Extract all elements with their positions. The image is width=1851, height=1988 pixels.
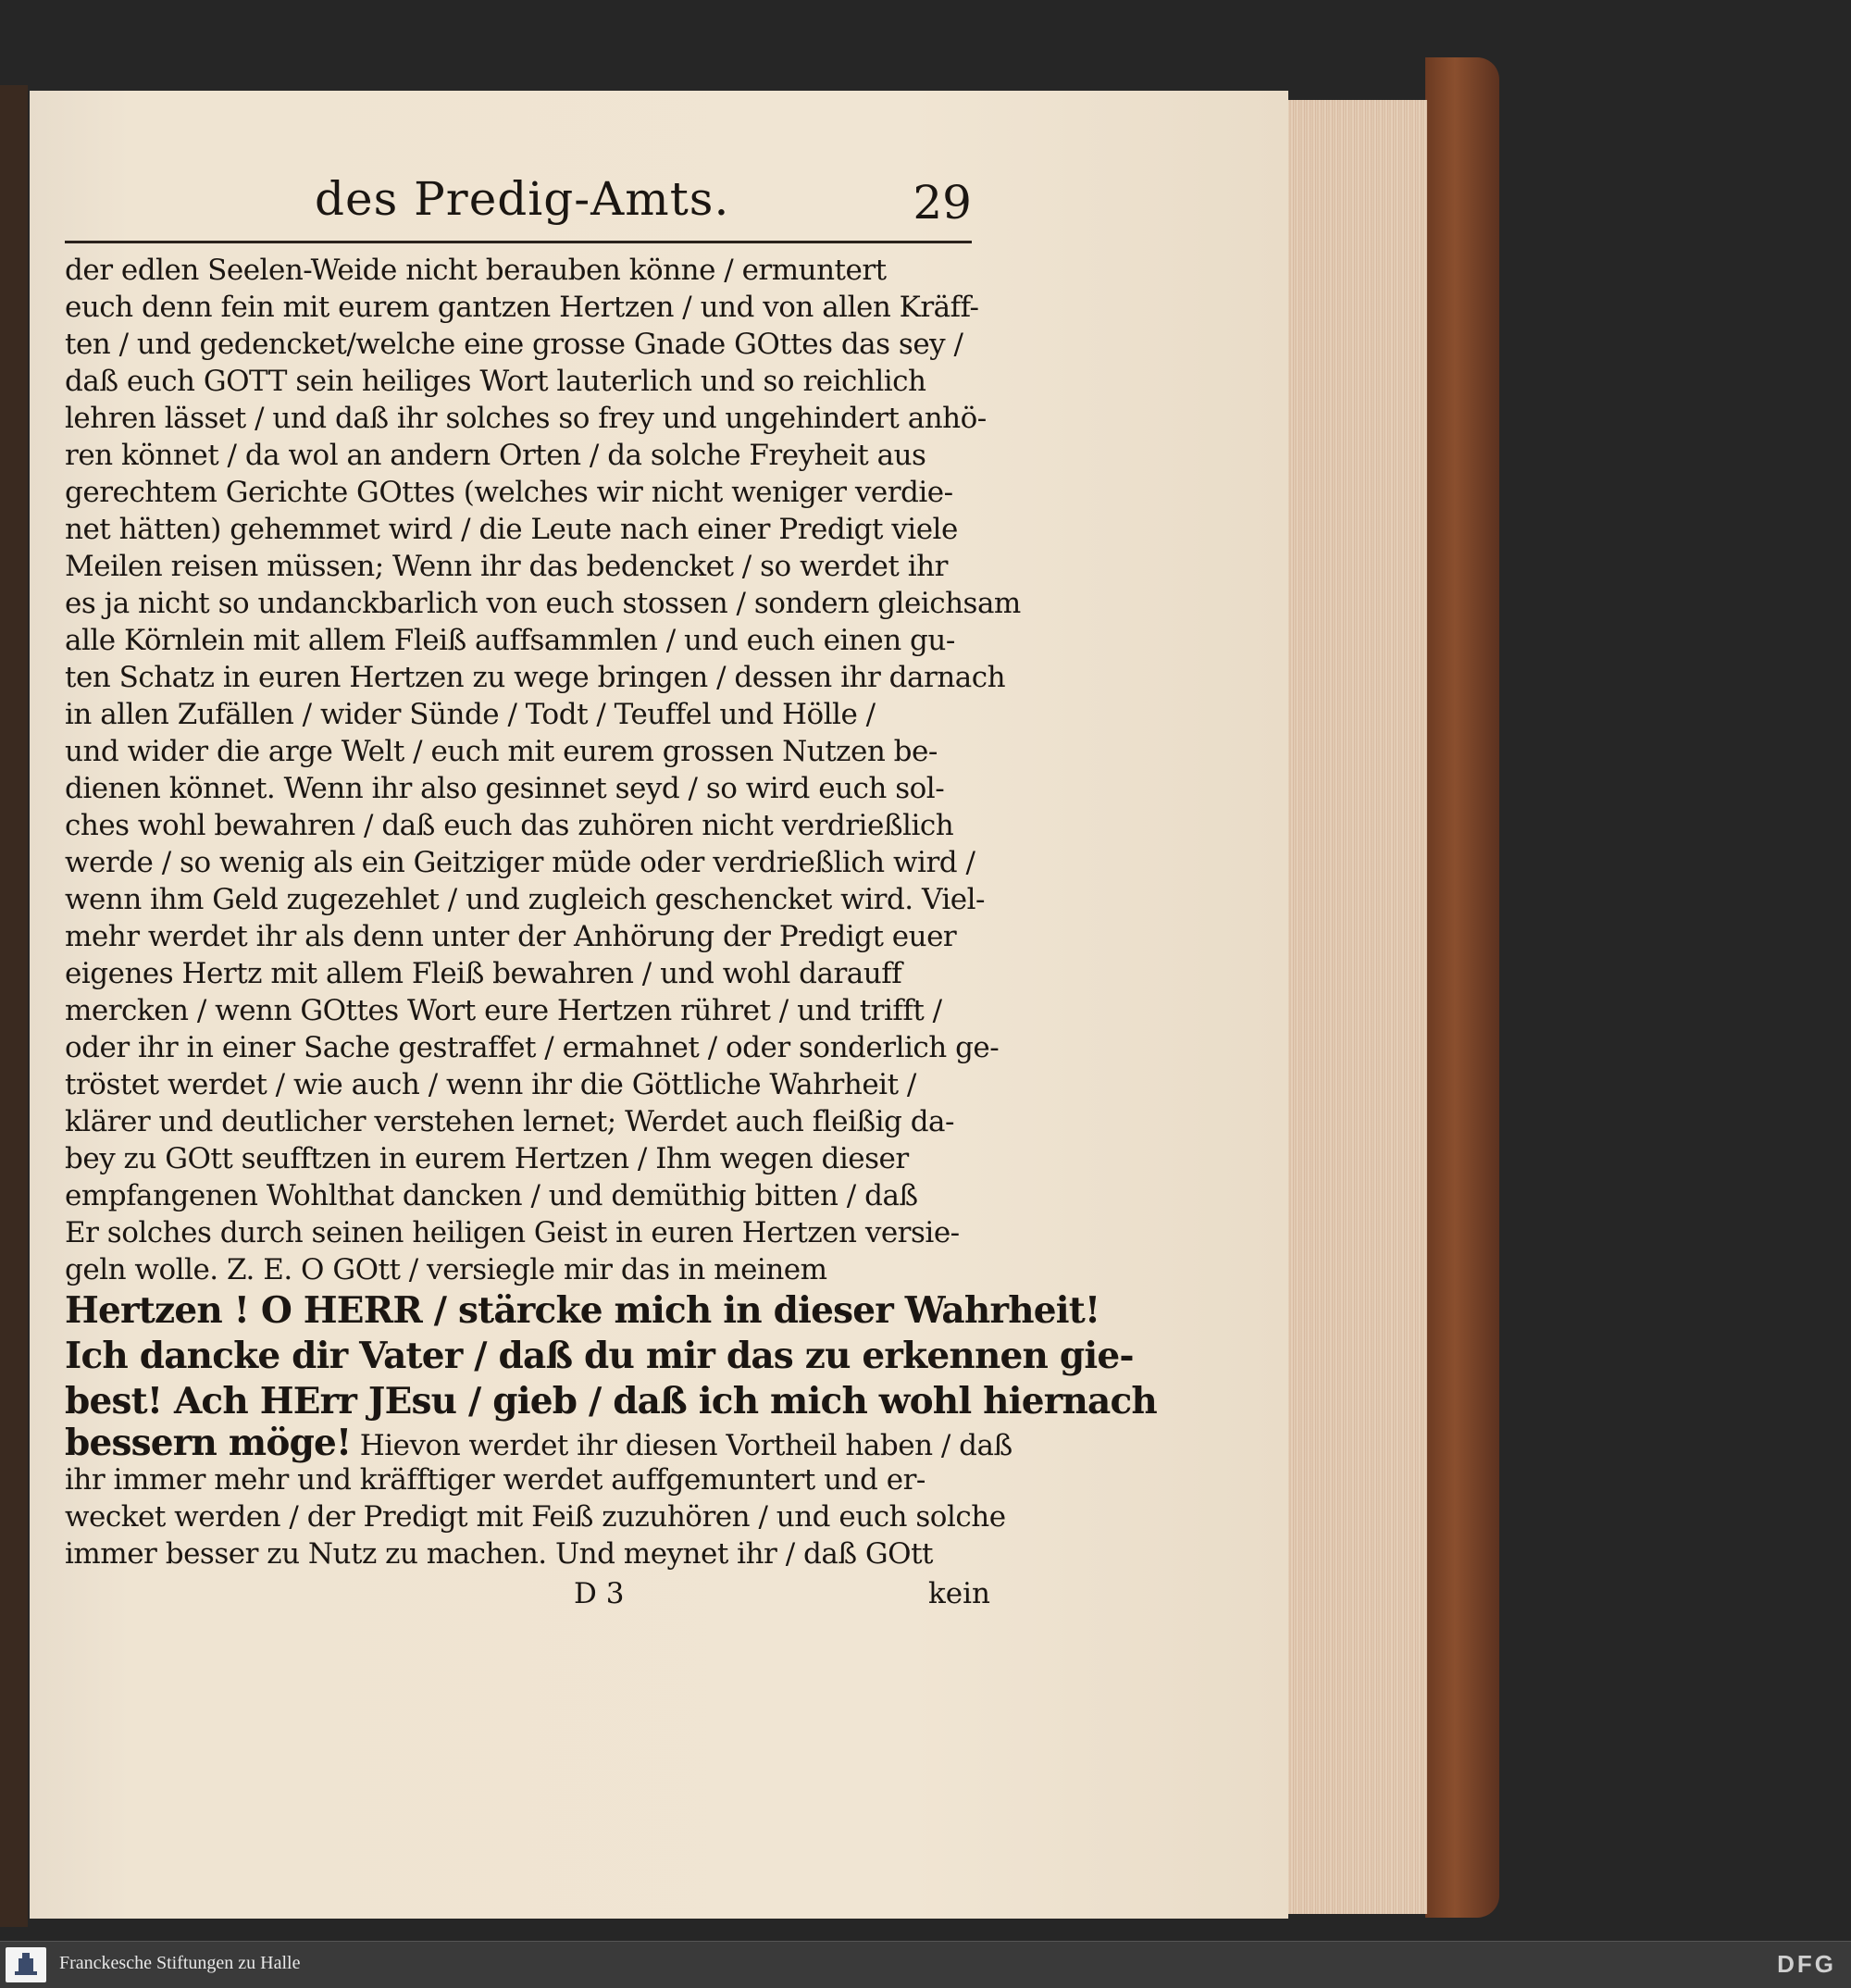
text-line: tröstet werdet / wie auch / wenn ihr die Göttliche Wahrheit / — [65, 1068, 916, 1101]
page-footer — [65, 1573, 990, 1616]
text-line: der edlen Seelen-Weide nicht berauben könne / ermuntert — [65, 254, 887, 287]
book-cover-right — [1425, 57, 1499, 1918]
emphasis-line: best! Ach HErr JEsu / gieb / daß ich mich wohl hiernach — [65, 1380, 1157, 1423]
text-line: es ja nicht so undanckbarlich von euch stossen / sondern gleichsam — [65, 587, 1021, 620]
text-line: klärer und deutlicher verstehen lernet; Werdet auch fleißig da- — [65, 1105, 954, 1138]
text-line: eigenes Hertz mit allem Fleiß bewahren / und wohl darauff — [65, 957, 902, 990]
catchword: kein — [927, 1577, 990, 1610]
text-line: empfangenen Wohlthat dancken / und demüthig bitten / daß — [65, 1179, 918, 1212]
dfg-logo[interactable]: DFG — [1777, 1950, 1836, 1978]
text-line: mercken / wenn GOttes Wort eure Hertzen rühret / und trifft / — [65, 994, 942, 1027]
text-fragment: Hievon werdet ihr diesen Vortheil haben / daß — [359, 1429, 1012, 1462]
text-line: immer besser zu Nutz zu machen. Und meynet ihr / daß GOtt — [65, 1537, 934, 1571]
text-line: ten / und gedencket/welche eine grosse Gnade GOttes das sey / — [65, 328, 963, 361]
text-line: ten Schatz in euren Hertzen zu wege bringen / dessen ihr darnach — [65, 661, 1006, 694]
text-line: ihr immer mehr und kräfftiger werdet auffgemuntert und er- — [65, 1463, 926, 1497]
text-line: gerechtem Gerichte GOttes (welches wir nicht weniger verdie- — [65, 476, 953, 509]
text-line: euch denn fein mit eurem gantzen Hertzen / und von allen Kräff- — [65, 291, 979, 324]
text-line: bey zu GOtt seufftzen in eurem Hertzen / Ihm wegen dieser — [65, 1142, 909, 1175]
book-cover-left — [0, 85, 28, 1927]
emphasis-fragment: bessern möge! — [65, 1422, 352, 1464]
text-line: wecket werden / der Predigt mit Feiß zuzuhören / und euch solche — [65, 1500, 1006, 1534]
page-number: 29 — [913, 176, 972, 230]
text-line: ren könnet / da wol an andern Orten / da solche Freyheit aus — [65, 439, 926, 472]
page-header — [65, 165, 972, 237]
text-line: net hätten) gehemmet wird / die Leute nach einer Predigt viele — [65, 513, 958, 546]
text-line: und wider die arge Welt / euch mit eurem grossen Nutzen be- — [65, 735, 938, 768]
emphasis-line: Hertzen ! O HERR / stärcke mich in dieser Wahrheit! — [65, 1289, 1100, 1332]
text-line: geln wolle. Z. E. O GOtt / versiegle mir das in meinem — [65, 1253, 827, 1286]
text-line: oder ihr in einer Sache gestraffet / ermahnet / oder sonderlich ge- — [65, 1031, 1000, 1064]
viewer-footer-bar — [0, 1941, 1851, 1988]
text-line: daß euch GOTT sein heiliges Wort lauterlich und so reichlich — [65, 365, 926, 398]
text-line: lehren lässet / und daß ihr solches so frey und ungehindert anhö- — [65, 402, 987, 435]
franckesche-stiftungen-logo-icon[interactable] — [6, 1947, 46, 1982]
emphasis-line: Ich dancke dir Vater / daß du mir das zu erkennen gie- — [65, 1335, 1134, 1377]
body-text — [65, 252, 1157, 1572]
text-line: wenn ihm Geld zugezehlet / und zugleich geschencket wird. Viel- — [65, 883, 985, 916]
text-line: Er solches durch seinen heiligen Geist in euren Hertzen versie- — [65, 1216, 960, 1249]
text-line: alle Körnlein mit allem Fleiß auffsammlen / und euch einen gu- — [65, 624, 955, 657]
text-line: in allen Zufällen / wider Sünde / Todt / Teuffel und Hölle / — [65, 698, 876, 731]
text-line: werde / so wenig als ein Geitziger müde oder verdrießlich wird / — [65, 846, 975, 879]
running-head: des Predig-Amts. — [315, 172, 730, 226]
page-block-edge — [1288, 100, 1427, 1914]
signature-mark: D 3 — [574, 1577, 625, 1610]
text-line: mehr werdet ihr als denn unter der Anhörung der Predigt euer — [65, 920, 957, 953]
header-rule — [65, 241, 972, 243]
text-line: dienen könnet. Wenn ihr also gesinnet seyd / so wird euch sol- — [65, 772, 945, 805]
text-line: Meilen reisen müssen; Wenn ihr das bedencket / so werdet ihr — [65, 550, 948, 583]
text-line: ches wohl bewahren / daß euch das zuhören nicht verdrießlich — [65, 809, 954, 842]
institution-name[interactable]: Franckesche Stiftungen zu Halle — [59, 1953, 301, 1973]
text-line — [65, 1422, 1012, 1464]
